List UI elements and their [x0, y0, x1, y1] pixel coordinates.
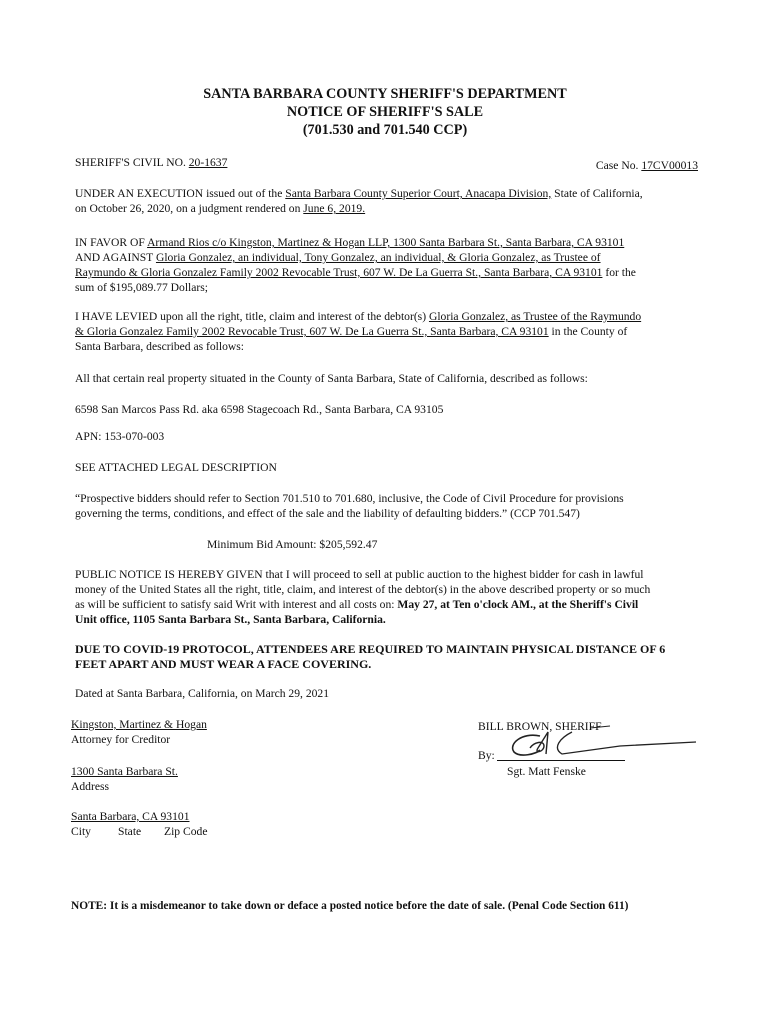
document-subtitle: NOTICE OF SHERIFF'S SALE — [286, 104, 484, 120]
misdemeanor-note: NOTE: It is a misdemeanor to take down or deface a posted notice before the date of sale. (Penal Code Section 611) — [71, 900, 629, 912]
dated-line: Dated at Santa Barbara, California, on March 29, 2021 — [75, 687, 330, 700]
document-title: SANTA BARBARA COUNTY SHERIFF'S DEPARTMENT — [203, 86, 567, 102]
sheriff-name: BILL BROWN, SHERIFF — [478, 720, 602, 733]
legal-description-note: SEE ATTACHED LEGAL DESCRIPTION — [75, 461, 277, 474]
creditor-city-line: Santa Barbara, CA 93101 — [71, 810, 190, 823]
zip-label: Zip Code — [164, 825, 208, 838]
creditor-street-label: Address — [71, 780, 109, 793]
minimum-bid: Minimum Bid Amount: $205,592.47 — [207, 538, 378, 551]
state-label: State — [118, 825, 142, 838]
case-number: Case No. 17CV00013 — [595, 159, 698, 172]
execution-paragraph: UNDER AN EXECUTION issued out of the Santa Barbara County Superior Court, Anacapa Division, State of California, on October 26, 2020, on a judgment rendered on June 6, 2019. — [75, 187, 643, 215]
property-address: 6598 San Marcos Pass Rd. aka 6598 Stagecoach Rd., Santa Barbara, CA 93105 — [75, 403, 444, 416]
property-intro: All that certain real property situated in the County of Santa Barbara, State of California, described as follows: — [75, 372, 588, 385]
levied-paragraph: I HAVE LEVIED upon all the right, title, claim and interest of the debtor(s) Gloria Gonzalez, as Trustee of the Raymundo & Gloria Gonzalez Family 2002 Revocable Trust, 607 W. De La Guerra St., Santa Barbara, CA 93101 in the County of Santa Barbara, described as follows: — [75, 310, 642, 353]
signature-by-label: By: — [478, 749, 495, 762]
document-statute: (701.530 and 701.540 CCP) — [302, 122, 468, 138]
creditor-role: Attorney for Creditor — [71, 733, 171, 746]
creditor-firm: Kingston, Martinez & Hogan — [71, 718, 207, 731]
prospective-bidders-paragraph: “Prospective bidders should refer to Section 701.510 to 701.680, inclusive, the Code of Civil Procedure for provisions governing the terms, conditions, and effect of the sale and the liability of defaulting bidders.” (CCP 701.547) — [75, 492, 624, 520]
city-label: City — [71, 825, 91, 838]
covid-notice: DUE TO COVID-19 PROTOCOL, ATTENDEES ARE REQUIRED TO MAINTAIN PHYSICAL DISTANCE OF 6 FEET APART AND MUST WEAR A FACE COVERING. — [75, 642, 666, 671]
handwritten-signature — [500, 724, 700, 764]
officer-name: Sgt. Matt Fenske — [507, 765, 586, 778]
public-notice-paragraph: PUBLIC NOTICE IS HEREBY GIVEN that I will proceed to sell at public auction to the highest bidder for cash in lawful money of the United States all the right, title, claim, and interest of the debtor(s) in the above described property or so much as will be sufficient to satisfy said Writ with interest and all costs on: May 27, at Ten o'clock AM., at the Sheriff's Civil Unit office, 1105 Santa Barbara St., Santa Barbara, California. — [75, 568, 651, 626]
apn: APN: 153-070-003 — [75, 430, 165, 443]
in-favor-paragraph: IN FAVOR OF Armand Rios c/o Kingston, Martinez & Hogan LLP, 1300 Santa Barbara St., Santa Barbara, CA 93101 AND AGAINST Gloria Gonzalez, an individual, Tony Gonzalez, an individual, & Gloria Gonzalez, as Trustee of Raymundo & Gloria Gonzalez Family 2002 Revocable Trust, 607 W. De La Guerra St., Santa Barbara, CA 93101 for the sum of $195,089.77 Dollars; — [75, 236, 636, 294]
creditor-street: 1300 Santa Barbara St. — [71, 765, 178, 778]
sheriff-civil-number: SHERIFF'S CIVIL NO. 20-1637 — [75, 156, 228, 169]
